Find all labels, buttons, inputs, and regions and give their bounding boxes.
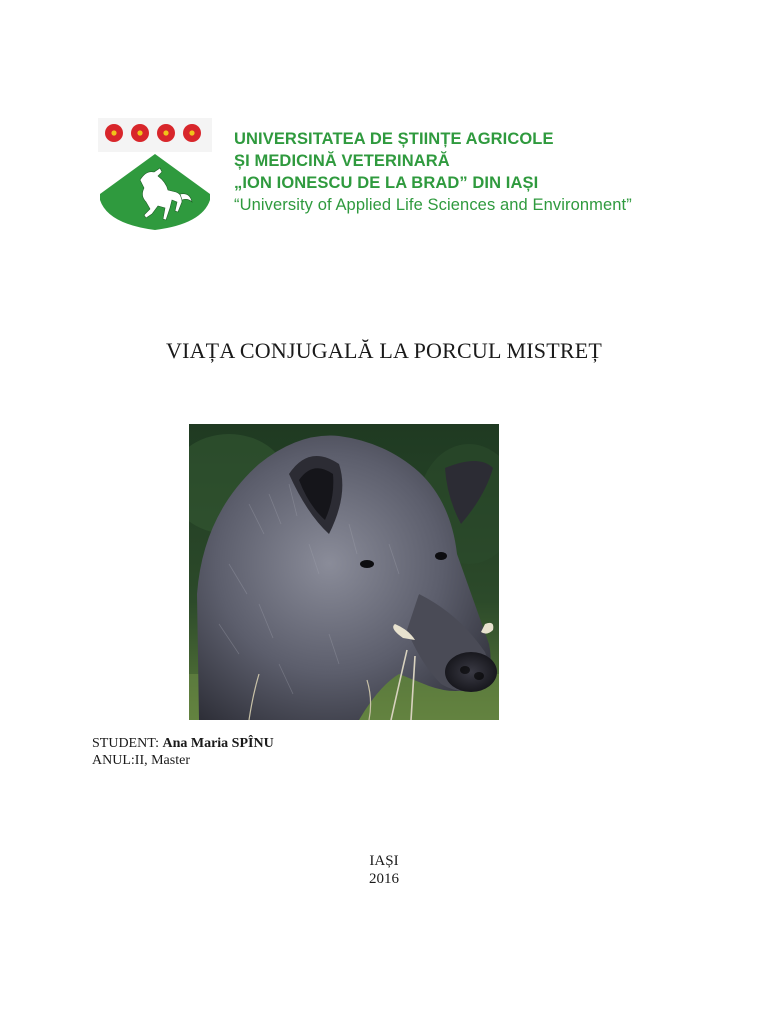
university-name-line2: ȘI MEDICINĂ VETERINARĂ: [234, 152, 450, 170]
student-info: [92, 735, 274, 769]
student-label: STUDENT:: [92, 736, 159, 751]
student-name: Ana Maria SPÎNU: [162, 736, 274, 751]
year-label: ANUL:: [92, 753, 135, 768]
student-line: [92, 735, 274, 752]
year: 2016: [369, 871, 399, 887]
university-name-line3: „ION IONESCU DE LA BRAD” DIN IAȘI: [234, 174, 539, 192]
wild-boar-photo: [189, 424, 499, 720]
place-and-year: [0, 852, 768, 888]
university-header: [96, 116, 676, 234]
university-name-line1: UNIVERSITATEA DE ȘTIINȚE AGRICOLE: [234, 130, 554, 148]
year-line: [92, 752, 274, 769]
city: IAȘI: [369, 853, 399, 869]
document-title: VIAȚA CONJUGALĂ LA PORCUL MISTREȚ: [165, 338, 603, 363]
horse-crest-icon: [96, 116, 214, 232]
university-tagline: “University of Applied Life Sciences and Environment”: [234, 196, 632, 214]
year-value: II, Master: [134, 753, 190, 768]
university-name: [234, 128, 674, 216]
